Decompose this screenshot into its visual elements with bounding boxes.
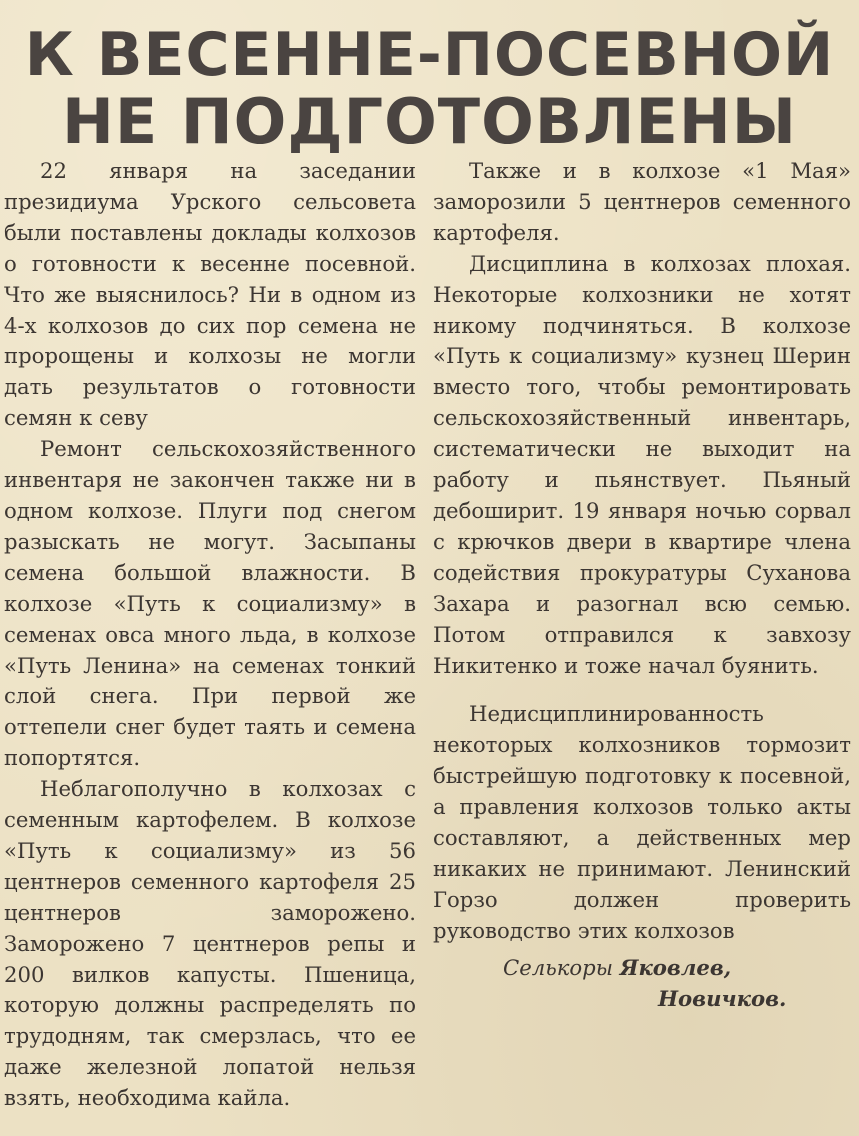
signature-name: Яковлев,	[619, 954, 732, 980]
article-headline	[0, 22, 859, 156]
article-paragraph: Неблагополучно в колхозах с семенным картофелем. В колхозе «Путь к социализму» из 56 центнеров семенного картофеля 25 центнеров заморожено. Заморожено 7 центнеров репы и 200 вилков капусты. Пшеница, которую должны распределять по трудодням, так смерзлась, что ее даже железной лопатой нельзя взять, необходима кайла.	[4, 776, 416, 1111]
headline-line-1: К ВЕСЕННЕ-ПОСЕВНОЙ	[24, 20, 835, 90]
article-right-column	[433, 156, 851, 1014]
signature-name: Новичков.	[658, 985, 787, 1011]
article-paragraph: Также и в колхозе «1 Мая» заморозили 5 центнеров семенного картофеля.	[433, 158, 851, 245]
article-paragraph: Недисциплинированность некоторых колхозников тормозит быстрейшую подготовку к посевной, а правления колхозов только акты составляют, а действенных мер никаких не принимают. Ленинский Горзо должен проверить руководство этих колхозов	[433, 701, 851, 943]
article-signature	[433, 953, 851, 1015]
article-paragraph: Ремонт сельскохозяйственного инвентаря не закончен также ни в одном колхозе. Плуги под снегом разыскать не могут. Засыпаны семена большой влажности. В колхозе «Путь к социализму» в семенах овса много льда, в колхозе «Путь Ленина» на семенах тонкий слой снега. При первой же оттепели снег будет таять и семена попортятся.	[4, 436, 416, 771]
article-left-column	[4, 156, 416, 1114]
headline-line-2: НЕ ПОДГОТОВЛЕНЫ	[61, 85, 798, 158]
signature-role: Селькоры	[503, 954, 614, 980]
article-paragraph: Дисциплина в колхозах плохая. Некоторые колхозники не хотят никому подчиняться. В колхозе «Путь к социализму» кузнец Шерин вместо того, чтобы ремонтировать сельскохозяйственный инвентарь, систематически не выходит на работу и пьянствует. Пьяный дебоширит. 19 января ночью сорвал с крючков двери в квартире члена содействия прокуратуры Суханова Захара и разогнал всю семью. Потом отправился к завхозу Никитенко и тоже начал буянить.	[433, 250, 851, 678]
article-paragraph: 22 января на заседании президиума Урского сельсовета были поставлены доклады колхозов о готовности к весенне посевной. Что же выяснилось? Ни в одном из 4-х колхозов до сих пор семена не пророщены и колхозы не могли дать результатов о готовности семян к севу	[4, 158, 416, 431]
